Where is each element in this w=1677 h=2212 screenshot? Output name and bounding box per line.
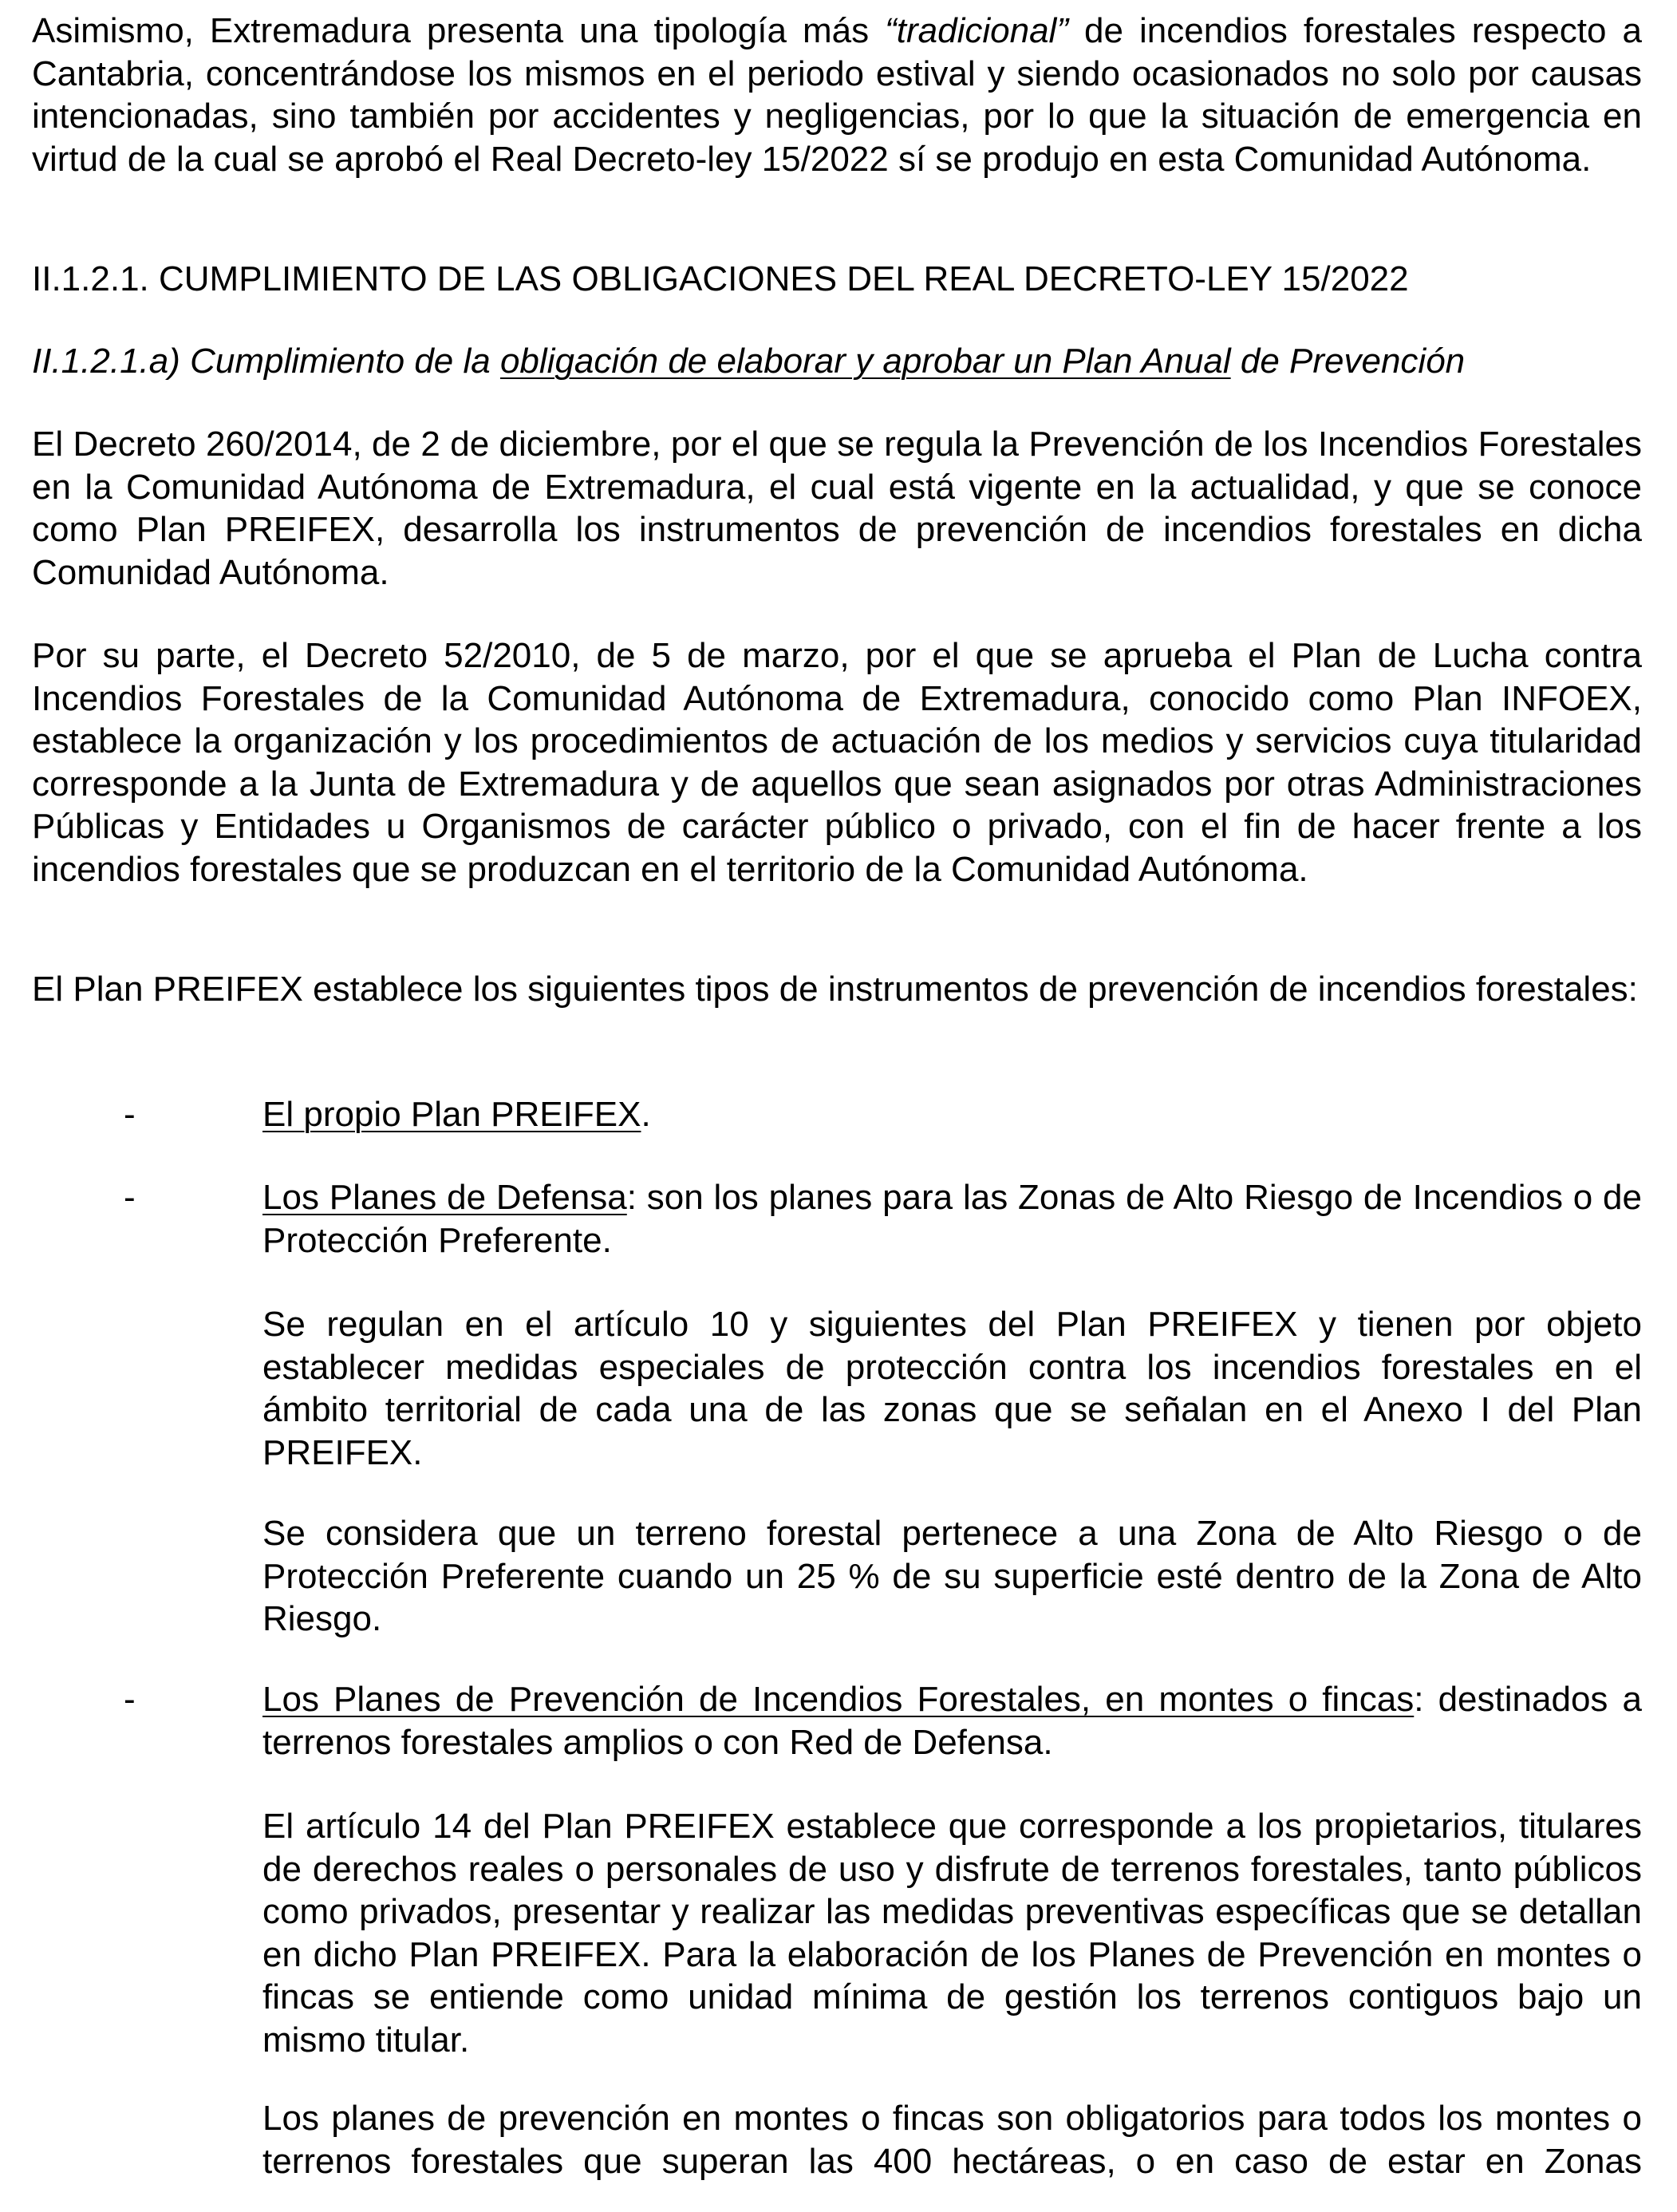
intro-text-c: de incendios forestales respecto a Cantabria, concentrándose los mismos en el periodo estival y siendo ocasionados no solo por causas intencionadas, sino también por accidentes y negligencias, por lo que la situación de emergencia en virtud de la cual se aprobó el Real Decreto-ley 15/2022 sí se produjo en esta Comunidad Autónoma. bbox=[32, 11, 1642, 179]
section-heading bbox=[32, 258, 1642, 301]
list-bullet-2: - bbox=[124, 1178, 136, 1217]
paragraph-decreto-260-text: El Decreto 260/2014, de 2 de diciembre, por el que se regula la Prevención de los Incendios Forestales en la Comunidad Autónoma de Extremadura, el cual está vigente en la actualidad, y que se conoce como Plan PREIFEX, desarrolla los instrumentos de prevención de incendios forestales en dicha Comunidad Autónoma. bbox=[32, 425, 1642, 592]
list-item-2-paragraph-1 bbox=[262, 1303, 1642, 1474]
list-bullet-1: - bbox=[124, 1095, 136, 1134]
paragraph-instrumentos bbox=[32, 968, 1642, 1011]
list-item-3-paragraph-1-text: El artículo 14 del Plan PREIFEX establece que corresponde a los propietarios, titulares de derechos reales o personales de uso y disfrute de terrenos forestales, tanto públicos como privados, presentar y realizar las medidas preventivas específicas que se detallan en dicho Plan PREIFEX. Para la elaboración de los Planes de Prevención en montes o fincas se entiende como unidad mínima de gestión los terrenos contiguos bajo un mismo titular. bbox=[262, 1807, 1642, 2060]
list-item-plan-preifex bbox=[262, 1093, 1642, 1136]
paragraph-decreto-52 bbox=[32, 634, 1642, 891]
intro-text-italic: “tradicional” bbox=[885, 11, 1068, 50]
list-item-3-paragraph-2 bbox=[262, 2097, 1642, 2182]
list-item-2-title: Los Planes de Defensa bbox=[262, 1178, 627, 1217]
paragraph-decreto-52-text: Por su parte, el Decreto 52/2010, de 5 de marzo, por el que se aprueba el Plan de Lucha contra Incendios Forestales de la Comunidad Autónoma de Extremadura, conocido como Plan INFOEX, establece la organización y los procedimientos de actuación de los medios y servicios cuya titularidad corresponde a la Junta de Extremadura y de aquellos que sean asignados por otras Administraciones Públicas y Entidades u Organismos de carácter público o privado, con el fin de hacer frente a los incendios forestales que se produzcan en el territorio de la Comunidad Autónoma. bbox=[32, 636, 1642, 889]
intro-text-a: Asimismo, Extremadura presenta una tipología más bbox=[32, 11, 886, 50]
subsection-heading-underlined: obligación de elaborar y aprobar un Plan Anual bbox=[499, 342, 1231, 381]
list-item-2-rest: : son los planes para las Zonas de Alto Riesgo de Incendios o de Protección Preferente. bbox=[262, 1178, 1642, 1260]
list-item-3-paragraph-2-text: Los planes de prevención en montes o fincas son obligatorios para todos los montes o terrenos forestales que superan las 400 hectáreas, o en caso de estar en Zonas bbox=[262, 2099, 1642, 2181]
paragraph-intro bbox=[32, 10, 1642, 180]
list-item-2-paragraph-1-text: Se regulan en el artículo 10 y siguientes del Plan PREIFEX y tienen por objeto establecer medidas especiales de protección contra los incendios forestales en el ámbito territorial de cada una de las zonas que se señalan en el Anexo I del Plan PREIFEX. bbox=[262, 1305, 1642, 1472]
subsection-heading-c: de Prevención bbox=[1230, 342, 1466, 381]
list-item-3-rest: : destinados a terrenos forestales amplios o con Red de Defensa. bbox=[262, 1680, 1642, 1762]
subsection-heading bbox=[32, 340, 1642, 383]
list-item-2-paragraph-2 bbox=[262, 1512, 1642, 1641]
section-heading-text: II.1.2.1. CUMPLIMIENTO DE LAS OBLIGACIONES DEL REAL DECRETO-LEY 15/2022 bbox=[32, 259, 1409, 298]
list-item-2-paragraph-2-text: Se considera que un terreno forestal pertenece a una Zona de Alto Riesgo o de Protección Preferente cuando un 25 % de su superficie esté dentro de la Zona de Alto Riesgo. bbox=[262, 1514, 1642, 1638]
list-bullet-3: - bbox=[124, 1680, 136, 1719]
list-item-planes-defensa bbox=[262, 1176, 1642, 1262]
list-item-1-rest: . bbox=[641, 1095, 651, 1134]
list-item-3-paragraph-1 bbox=[262, 1805, 1642, 2061]
list-item-1-title: El propio Plan PREIFEX bbox=[262, 1095, 641, 1134]
paragraph-decreto-260 bbox=[32, 423, 1642, 594]
list-item-planes-prevencion bbox=[262, 1678, 1642, 1764]
subsection-heading-a: II.1.2.1.a) Cumplimiento de la bbox=[32, 342, 500, 381]
list-item-3-title: Los Planes de Prevención de Incendios Forestales, en montes o fincas bbox=[262, 1680, 1415, 1719]
paragraph-instrumentos-text: El Plan PREIFEX establece los siguientes tipos de instrumentos de prevención de incendios forestales: bbox=[32, 970, 1638, 1009]
